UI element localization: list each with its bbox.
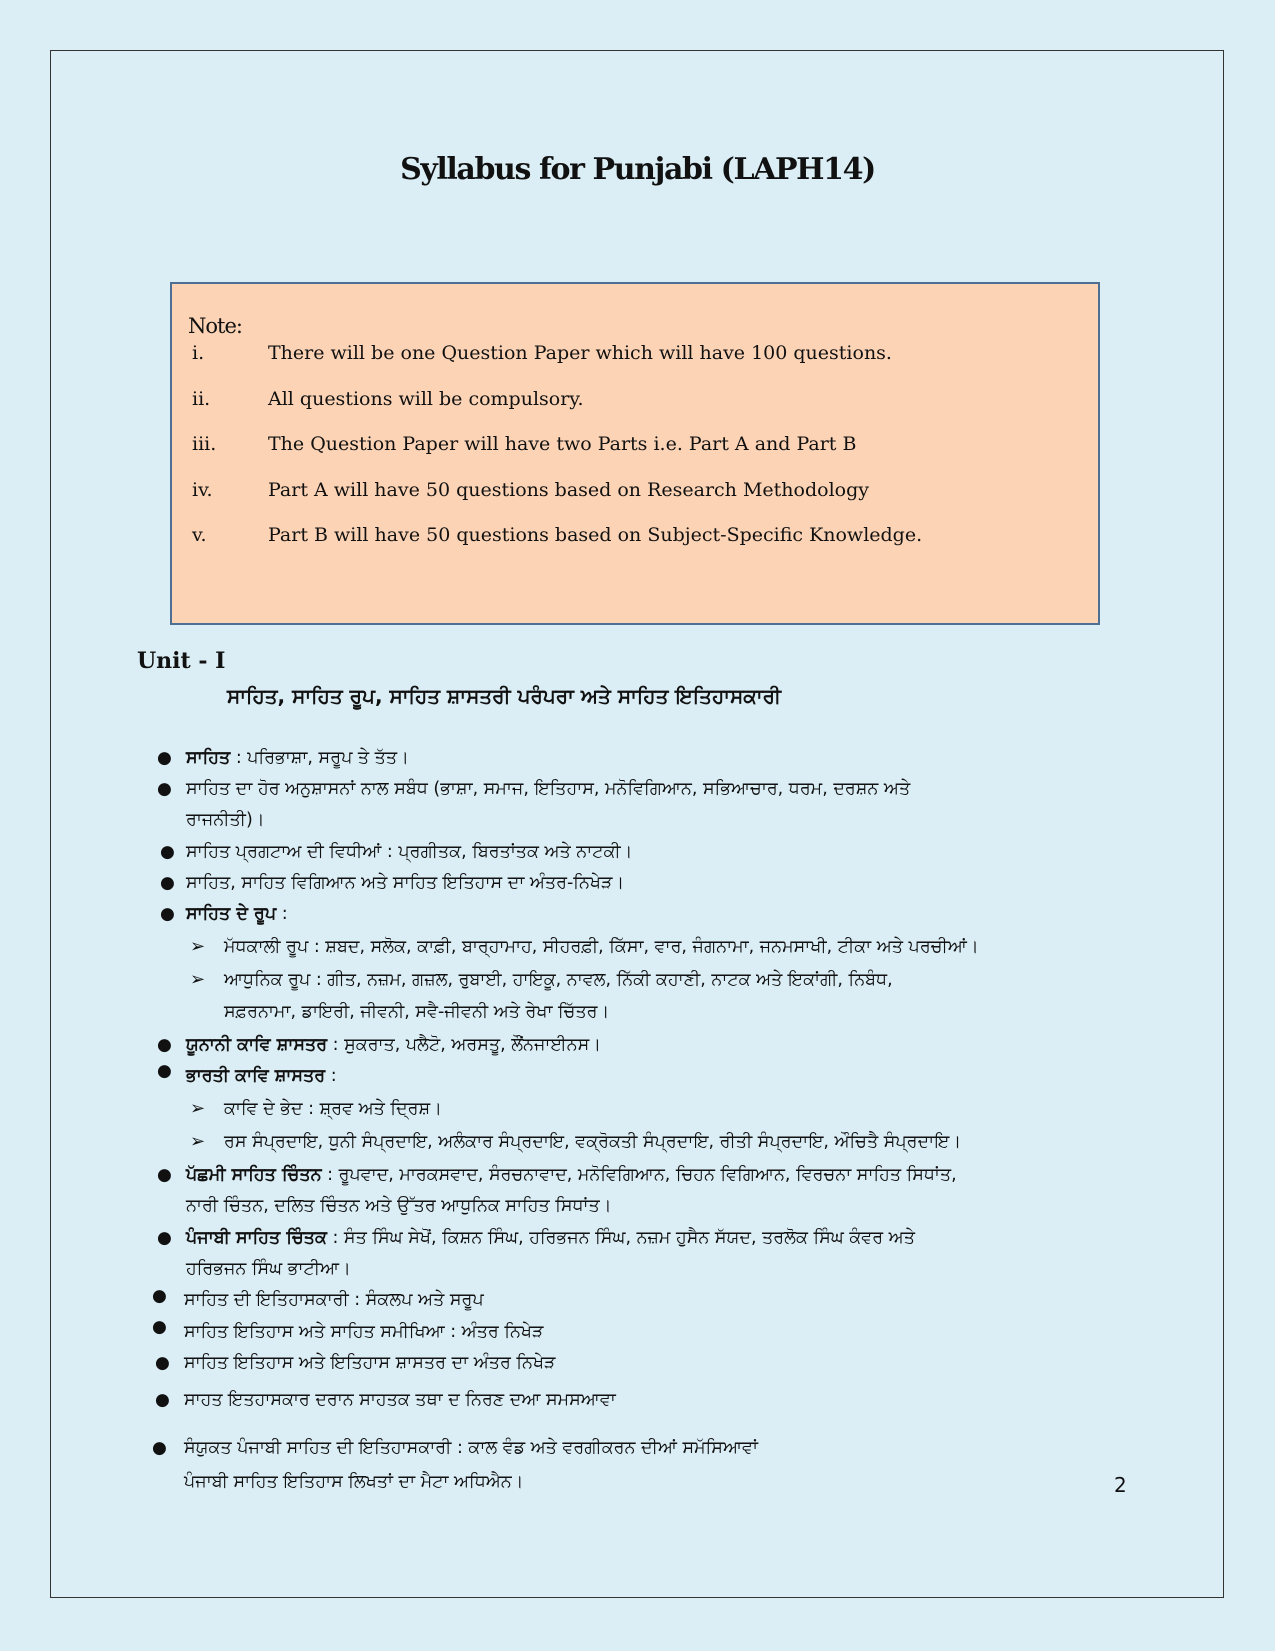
bullet-icon: ● xyxy=(155,1353,170,1373)
list-item: ਸੰਯੁਕਤ ਪੰਜਾਬੀ ਸਾਹਿਤ ਦੀ ਇਤਿਹਾਸਕਾਰੀ : ਕਾਲ ਵੰਡ ਅਤੇ ਵਰਗੀਕਰਨ ਦੀਆਂ ਸਮੱਸਿਆਵਾਂ xyxy=(184,1438,758,1458)
bullet-icon: ● xyxy=(157,1165,172,1185)
list-item-continuation: ਨਾਰੀ ਚਿੰਤਨ, ਦਲਿਤ ਚਿੰਤਨ ਅਤੇ ਉੱਤਰ ਆਧੁਨਿਕ ਸਾਹਿਤ ਸਿਧਾਂਤ। xyxy=(186,1196,612,1216)
note-label: Note: xyxy=(188,314,242,338)
bullet-icon: ● xyxy=(155,1390,170,1410)
list-item-term: ਪੱਛਮੀ ਸਾਹਿਤ ਚਿੰਤਨ xyxy=(186,1165,322,1185)
list-item xyxy=(186,1226,915,1250)
list-item: ਸਾਹਿਤ ਇਤਿਹਾਸ ਅਤੇ ਇਤਿਹਾਸ ਸ਼ਾਸਤਰ ਦਾ ਅੰਤਰ ਨਿਖੇੜ xyxy=(184,1353,556,1373)
list-item: ਸਾਹਿਤ ਇਤਿਹਾਸ ਅਤੇ ਸਾਹਿਤ ਸਮੀਖਿਆ : ਅੰਤਰ ਨਿਖੇੜ xyxy=(184,1322,544,1342)
list-item-term: ਸਾਹਿਤ ਦੇ ਰੂਪ xyxy=(186,904,277,924)
list-item xyxy=(186,746,409,770)
note-item-text: The Question Paper will have two Parts i.e. Part A and Part B xyxy=(268,433,857,455)
bullet-icon: ● xyxy=(157,1061,172,1081)
list-item-continuation: ਹਰਿਭਜਨ ਸਿੰਘ ਭਾਟੀਆ। xyxy=(186,1259,351,1279)
note-item-number: ii. xyxy=(192,387,211,410)
note-item-number: iii. xyxy=(192,433,217,455)
page-number: 2 xyxy=(1114,1473,1127,1497)
bullet-icon: ● xyxy=(152,1286,167,1306)
list-item-term: ਭਾਰਤੀ ਕਾਵਿ ਸ਼ਾਸਤਰ xyxy=(186,1066,326,1086)
list-item-text: : ਰੂਪਵਾਦ, ਮਾਰਕਸਵਾਦ, ਸੰਰਚਨਾਵਾਦ, ਮਨੋਵਿਗਿਆਨ, ਚਿਹਨ ਵਿਗਿਆਨ, ਵਿਰਚਨਾ ਸਾਹਿਤ ਸਿਧਾਂਤ, xyxy=(321,1165,957,1185)
list-item: ਸਾਹਤ ਇਤਹਾਸਕਾਰ ਦਰਾਨ ਸਾਹਤਕ ਤਥਾ ਦ ਨਿਰਣ ਦਆ ਸਮਸਆਵਾ xyxy=(184,1390,616,1410)
unit-heading: Unit - I xyxy=(137,648,226,674)
note-box xyxy=(170,282,1100,625)
sub-list-item-continuation: ਸਫ਼ਰਨਾਮਾ, ਡਾਇਰੀ, ਜੀਵਨੀ, ਸਵੈ-ਜੀਵਨੀ ਅਤੇ ਰੇਖਾ ਚਿੱਤਰ। xyxy=(224,1002,610,1022)
unit-subtitle: ਸਾਹਿਤ, ਸਾਹਿਤ ਰੂਪ, ਸਾਹਿਤ ਸ਼ਾਸਤਰੀ ਪਰੰਪਰਾ ਅਤੇ ਸਾਹਿਤ ਇਤਿਹਾਸਕਾਰੀ xyxy=(227,684,782,708)
note-item-number: v. xyxy=(192,524,207,546)
note-item-text: Part A will have 50 questions based on Research Methodology xyxy=(268,478,869,501)
list-item: ਸਾਹਿਤ ਪ੍ਰਗਟਾਅ ਦੀ ਵਿਧੀਆਂ : ਪ੍ਰਗੀਤਕ, ਬਿਰਤਾਂਤਕ ਅਤੇ ਨਾਟਕੀ। xyxy=(186,842,633,862)
bullet-icon: ● xyxy=(160,904,175,924)
arrow-bullet-icon: ➢ xyxy=(190,1098,206,1119)
sub-list-item: ਰਸ ਸੰਪ੍ਰਦਾਇ, ਧੁਨੀ ਸੰਪ੍ਰਦਾਇ, ਅਲੰਕਾਰ ਸੰਪ੍ਰਦਾਇ, ਵਕ੍ਰੋਕਤੀ ਸੰਪ੍ਰਦਾਇ, ਰੀਤੀ ਸੰਪ੍ਰਦਾਇ, ਔਚਿਤੈ ਸੰਪ੍ਰਦਾਇ। xyxy=(224,1132,962,1152)
sub-list-item: ਕਾਵਿ ਦੇ ਭੇਦ : ਸ਼੍ਰਵ ਅਤੇ ਦ੍ਰਿਸ਼। xyxy=(224,1099,442,1119)
arrow-bullet-icon: ➢ xyxy=(190,1131,206,1152)
list-item xyxy=(186,1064,337,1088)
note-item-text: There will be one Question Paper which will have 100 questions. xyxy=(268,342,892,364)
list-item-text: : ਸੁਕਰਾਤ, ਪਲੈਟੋ, ਅਰਸਤੂ, ਲੌਂਨਜਾਈਨਸ। xyxy=(327,1035,602,1055)
list-item-term: ਸਾਹਿਤ xyxy=(186,748,231,768)
list-item xyxy=(186,1033,601,1057)
bullet-icon: ● xyxy=(157,1035,172,1055)
note-item-text: All questions will be compulsory. xyxy=(268,387,584,410)
arrow-bullet-icon: ➢ xyxy=(190,969,206,990)
note-item-number: i. xyxy=(192,342,205,364)
list-item-term: ਪੰਜਾਬੀ ਸਾਹਿਤ ਚਿੰਤਕ xyxy=(186,1228,327,1248)
bullet-icon: ● xyxy=(152,1317,167,1337)
bullet-icon: ● xyxy=(157,748,172,768)
sub-list-item: ਆਧੁਨਿਕ ਰੂਪ : ਗੀਤ, ਨਜ਼ਮ, ਗਜ਼ਲ, ਰੁਬਾਈ, ਹਾਇਕੂ, ਨਾਵਲ, ਨਿੱਕੀ ਕਹਾਣੀ, ਨਾਟਕ ਅਤੇ ਇਕਾਂਗੀ, ਨਿਬੰਧ, xyxy=(224,970,893,990)
bullet-icon: ● xyxy=(157,1228,172,1248)
list-item-text: : ਸੰਤ ਸਿੰਘ ਸੇਖੋਂ, ਕਿਸ਼ਨ ਸਿੰਘ, ਹਰਿਭਜਨ ਸਿੰਘ, ਨਜ਼ਮ ਹੁਸੈਨ ਸੱਯਦ, ਤਰਲੋਕ ਸਿੰਘ ਕੰਵਰ ਅਤੇ xyxy=(326,1228,915,1248)
list-item xyxy=(186,1163,957,1187)
bullet-icon: ● xyxy=(160,842,175,862)
note-item-number: iv. xyxy=(192,478,213,501)
list-item-text: : ਪਰਿਭਾਸ਼ਾ, ਸਰੂਪ ਤੇ ਤੱਤ। xyxy=(230,748,409,768)
list-item: ਸਾਹਿਤ, ਸਾਹਿਤ ਵਿਗਿਆਨ ਅਤੇ ਸਾਹਿਤ ਇਤਿਹਾਸ ਦਾ ਅੰਤਰ-ਨਿਖੇੜ। xyxy=(186,873,625,893)
list-item-continuation: ਪੰਜਾਬੀ ਸਾਹਿਤ ਇਤਿਹਾਸ ਲਿਖਤਾਂ ਦਾ ਮੈਟਾ ਅਧਿਐਨ। xyxy=(184,1472,524,1492)
list-item-continuation: ਰਾਜਨੀਤੀ)। xyxy=(186,810,265,830)
page-title: Syllabus for Punjabi (LAPH14) xyxy=(400,152,875,187)
list-item: ਸਾਹਿਤ ਦੀ ਇਤਿਹਾਸਕਾਰੀ : ਸੰਕਲਪ ਅਤੇ ਸਰੂਪ xyxy=(184,1290,484,1310)
sub-list-item: ਮੱਧਕਾਲੀ ਰੂਪ : ਸ਼ਬਦ, ਸਲੋਕ, ਕਾਫ਼ੀ, ਬਾਰ੍ਹਾਮਾਹ, ਸੀਹਰਫ਼ੀ, ਕਿੱਸਾ, ਵਾਰ, ਜੰਗਨਾਮਾ, ਜਨਮਸਾਖੀ, ਟੀਕਾ ਅਤੇ ਪਰਚੀਆਂ। xyxy=(224,937,979,957)
list-item xyxy=(186,902,288,926)
bullet-icon: ● xyxy=(157,779,172,799)
list-item-text: : xyxy=(325,1066,337,1086)
list-item-term: ਯੂਨਾਨੀ ਕਾਵਿ ਸ਼ਾਸਤਰ xyxy=(186,1035,328,1055)
bullet-icon: ● xyxy=(152,1438,167,1458)
list-item-text: : xyxy=(276,904,288,924)
bullet-icon: ● xyxy=(160,873,175,893)
list-item: ਸਾਹਿਤ ਦਾ ਹੋਰ ਅਨੁਸ਼ਾਸਨਾਂ ਨਾਲ ਸਬੰਧ (ਭਾਸ਼ਾ, ਸਮਾਜ, ਇਤਿਹਾਸ, ਮਨੋਵਿਗਿਆਨ, ਸਭਿਆਚਾਰ, ਧਰਮ, ਦਰਸ਼ਨ ਅਤੇ xyxy=(186,779,911,799)
arrow-bullet-icon: ➢ xyxy=(190,936,206,957)
note-item-text: Part B will have 50 questions based on Subject-Specific Knowledge. xyxy=(268,524,923,546)
